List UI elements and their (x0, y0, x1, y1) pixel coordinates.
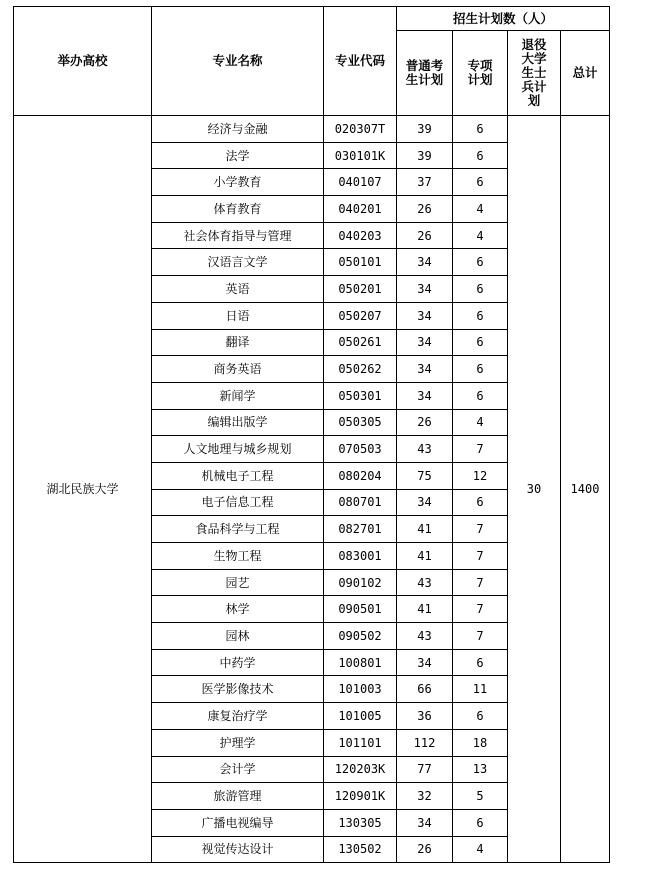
regular-plan-cell: 39 (397, 116, 453, 143)
major-name-cell: 新闻学 (152, 382, 324, 409)
major-name-cell: 机械电子工程 (152, 462, 324, 489)
enrollment-plan-table (13, 6, 610, 863)
table-row (14, 116, 610, 143)
major-name-cell: 电子信息工程 (152, 489, 324, 516)
regular-plan-cell: 26 (397, 222, 453, 249)
major-code-cell: 090102 (324, 569, 397, 596)
school-cell: 湖北民族大学 (14, 116, 152, 863)
regular-plan-cell: 43 (397, 436, 453, 463)
major-name-cell: 法学 (152, 142, 324, 169)
special-plan-cell: 13 (453, 756, 508, 783)
special-plan-cell: 6 (453, 703, 508, 730)
header-major-code: 专业代码 (324, 7, 397, 116)
major-code-cell: 050201 (324, 276, 397, 303)
special-plan-cell: 6 (453, 169, 508, 196)
major-code-cell: 050101 (324, 249, 397, 276)
major-code-cell: 040203 (324, 222, 397, 249)
regular-plan-cell: 32 (397, 783, 453, 810)
major-code-cell: 101005 (324, 703, 397, 730)
major-name-cell: 社会体育指导与管理 (152, 222, 324, 249)
special-plan-cell: 6 (453, 116, 508, 143)
regular-plan-cell: 34 (397, 329, 453, 356)
regular-plan-cell: 39 (397, 142, 453, 169)
regular-plan-cell: 112 (397, 729, 453, 756)
table-body (14, 116, 610, 863)
regular-plan-cell: 34 (397, 382, 453, 409)
major-name-cell: 翻译 (152, 329, 324, 356)
regular-plan-cell: 26 (397, 836, 453, 863)
special-plan-cell: 4 (453, 196, 508, 223)
regular-plan-cell: 34 (397, 302, 453, 329)
special-plan-cell: 6 (453, 302, 508, 329)
major-name-cell: 医学影像技术 (152, 676, 324, 703)
regular-plan-cell: 43 (397, 623, 453, 650)
regular-plan-cell: 41 (397, 543, 453, 570)
special-plan-cell: 6 (453, 649, 508, 676)
header-total: 总计 (561, 31, 610, 116)
header-major-name: 专业名称 (152, 7, 324, 116)
special-plan-cell: 7 (453, 516, 508, 543)
major-code-cell: 050305 (324, 409, 397, 436)
regular-plan-cell: 34 (397, 249, 453, 276)
special-plan-cell: 7 (453, 596, 508, 623)
major-code-cell: 090501 (324, 596, 397, 623)
special-plan-cell: 7 (453, 569, 508, 596)
major-name-cell: 食品科学与工程 (152, 516, 324, 543)
special-plan-cell: 4 (453, 409, 508, 436)
major-code-cell: 101003 (324, 676, 397, 703)
special-plan-cell: 6 (453, 329, 508, 356)
regular-plan-cell: 34 (397, 649, 453, 676)
regular-plan-cell: 77 (397, 756, 453, 783)
major-code-cell: 070503 (324, 436, 397, 463)
major-name-cell: 经济与金融 (152, 116, 324, 143)
regular-plan-cell: 34 (397, 276, 453, 303)
major-name-cell: 小学教育 (152, 169, 324, 196)
regular-plan-cell: 26 (397, 409, 453, 436)
major-code-cell: 040201 (324, 196, 397, 223)
major-code-cell: 080701 (324, 489, 397, 516)
special-plan-cell: 18 (453, 729, 508, 756)
major-name-cell: 林学 (152, 596, 324, 623)
major-name-cell: 生物工程 (152, 543, 324, 570)
special-plan-cell: 6 (453, 249, 508, 276)
major-code-cell: 090502 (324, 623, 397, 650)
header-special: 专项计划 (453, 31, 508, 116)
major-code-cell: 120203K (324, 756, 397, 783)
major-name-cell: 康复治疗学 (152, 703, 324, 730)
special-plan-cell: 6 (453, 809, 508, 836)
major-name-cell: 日语 (152, 302, 324, 329)
major-code-cell: 050207 (324, 302, 397, 329)
regular-plan-cell: 34 (397, 809, 453, 836)
major-name-cell: 护理学 (152, 729, 324, 756)
special-plan-cell: 7 (453, 543, 508, 570)
special-plan-cell: 6 (453, 356, 508, 383)
special-plan-cell: 6 (453, 489, 508, 516)
major-name-cell: 中药学 (152, 649, 324, 676)
major-name-cell: 人文地理与城乡规划 (152, 436, 324, 463)
major-code-cell: 083001 (324, 543, 397, 570)
major-code-cell: 020307T (324, 116, 397, 143)
regular-plan-cell: 34 (397, 356, 453, 383)
major-code-cell: 101101 (324, 729, 397, 756)
major-name-cell: 汉语言文学 (152, 249, 324, 276)
regular-plan-cell: 37 (397, 169, 453, 196)
regular-plan-cell: 43 (397, 569, 453, 596)
special-plan-cell: 6 (453, 276, 508, 303)
regular-plan-cell: 36 (397, 703, 453, 730)
major-name-cell: 编辑出版学 (152, 409, 324, 436)
header-veteran: 退役大学生士兵计划 (508, 31, 561, 116)
major-code-cell: 050261 (324, 329, 397, 356)
major-name-cell: 园林 (152, 623, 324, 650)
major-code-cell: 050301 (324, 382, 397, 409)
special-plan-cell: 6 (453, 142, 508, 169)
regular-plan-cell: 41 (397, 596, 453, 623)
major-code-cell: 130502 (324, 836, 397, 863)
special-plan-cell: 4 (453, 222, 508, 249)
major-code-cell: 130305 (324, 809, 397, 836)
major-code-cell: 030101K (324, 142, 397, 169)
major-code-cell: 080204 (324, 462, 397, 489)
major-code-cell: 082701 (324, 516, 397, 543)
special-plan-cell: 7 (453, 623, 508, 650)
regular-plan-cell: 75 (397, 462, 453, 489)
major-name-cell: 英语 (152, 276, 324, 303)
special-plan-cell: 6 (453, 382, 508, 409)
special-plan-cell: 12 (453, 462, 508, 489)
major-code-cell: 120901K (324, 783, 397, 810)
special-plan-cell: 5 (453, 783, 508, 810)
regular-plan-cell: 26 (397, 196, 453, 223)
total-plan-cell: 1400 (561, 116, 610, 863)
special-plan-cell: 11 (453, 676, 508, 703)
regular-plan-cell: 34 (397, 489, 453, 516)
major-name-cell: 体育教育 (152, 196, 324, 223)
major-name-cell: 广播电视编导 (152, 809, 324, 836)
special-plan-cell: 4 (453, 836, 508, 863)
header-plan-group: 招生计划数（人） (397, 7, 610, 31)
header-school: 举办高校 (14, 7, 152, 116)
veteran-plan-cell: 30 (508, 116, 561, 863)
major-name-cell: 会计学 (152, 756, 324, 783)
major-name-cell: 视觉传达设计 (152, 836, 324, 863)
special-plan-cell: 7 (453, 436, 508, 463)
major-name-cell: 旅游管理 (152, 783, 324, 810)
major-name-cell: 园艺 (152, 569, 324, 596)
major-code-cell: 100801 (324, 649, 397, 676)
major-name-cell: 商务英语 (152, 356, 324, 383)
regular-plan-cell: 41 (397, 516, 453, 543)
regular-plan-cell: 66 (397, 676, 453, 703)
major-code-cell: 050262 (324, 356, 397, 383)
major-code-cell: 040107 (324, 169, 397, 196)
header-regular: 普通考生计划 (397, 31, 453, 116)
